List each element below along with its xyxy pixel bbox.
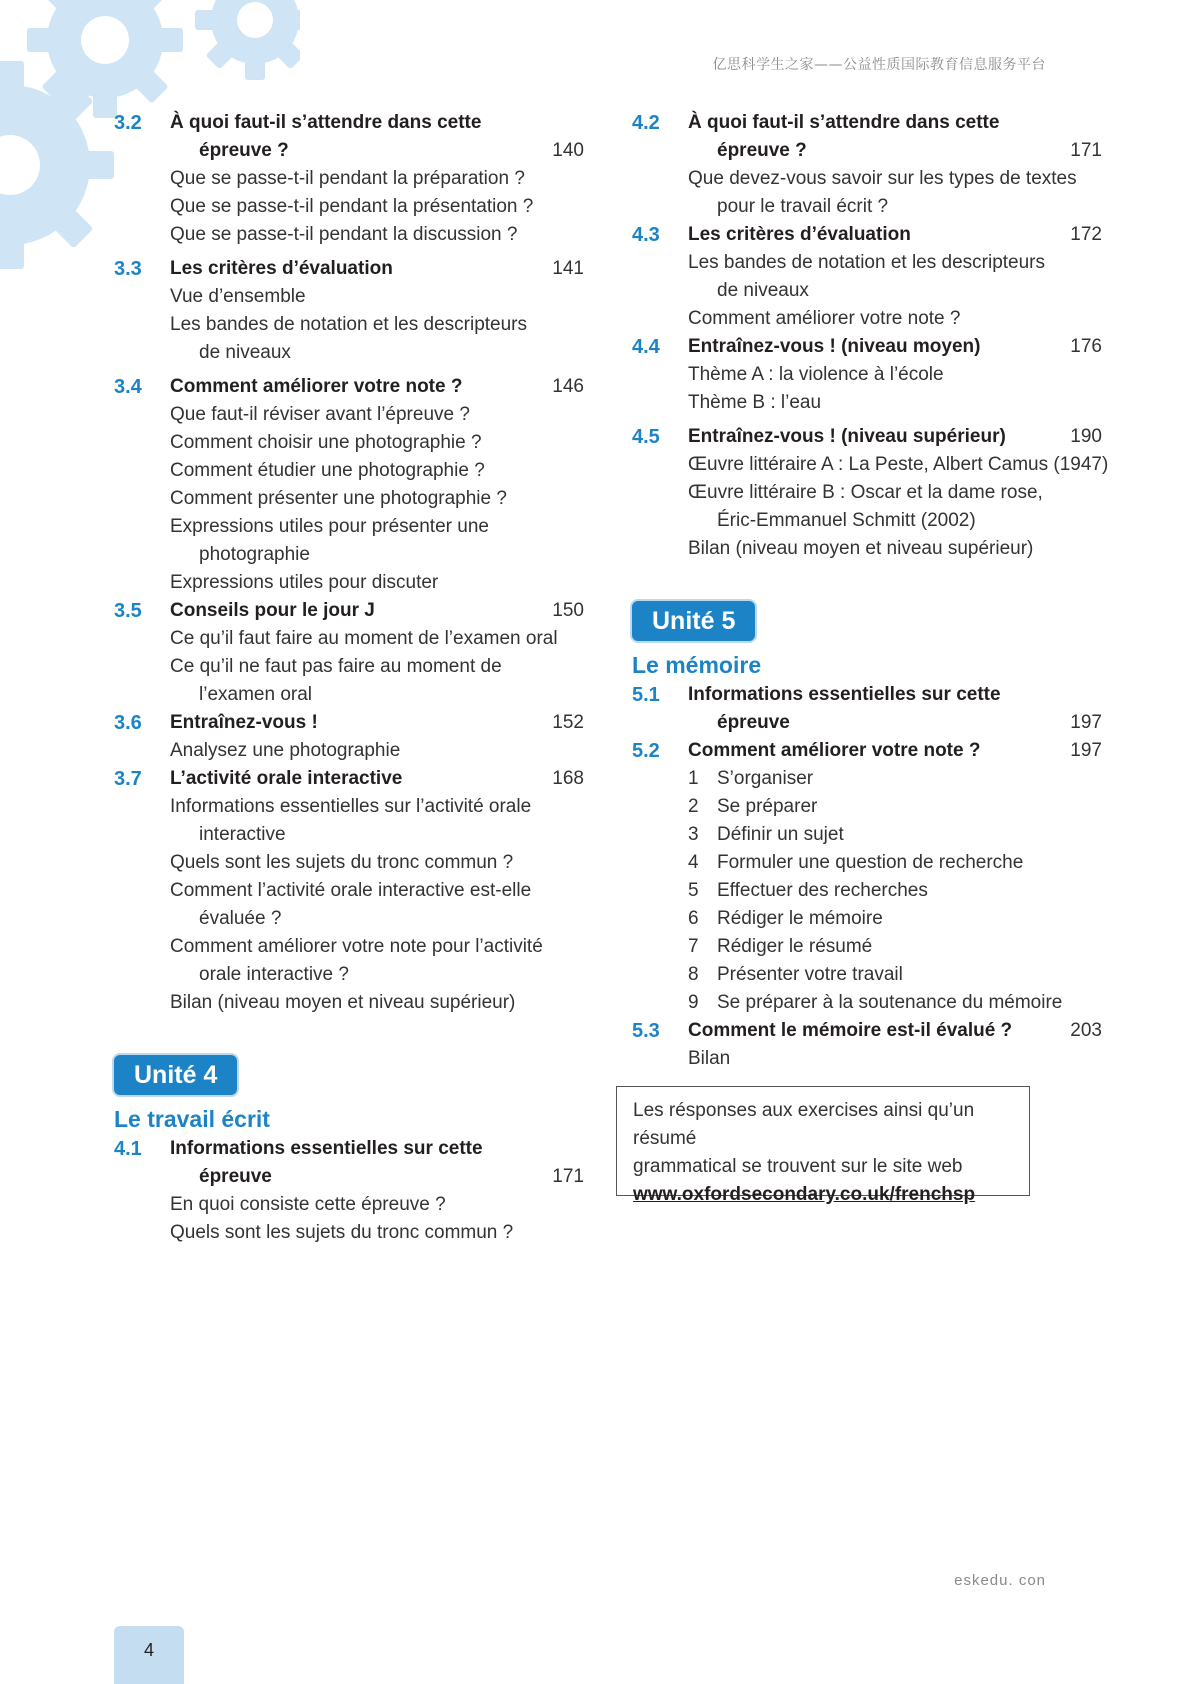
toc-subitem[interactable] xyxy=(114,625,584,653)
page-reference: 190 xyxy=(1070,426,1102,447)
unit-badge-wrap xyxy=(114,1053,584,1095)
section-title: À quoi faut-il s’attendre dans cette xyxy=(170,112,482,133)
item-text: Rédiger le mémoire xyxy=(717,908,883,929)
section-title: Les critères d’évaluation xyxy=(170,258,393,279)
subitem-text: orale interactive ? xyxy=(199,964,349,985)
numbered-item xyxy=(688,905,883,933)
toc-subitem[interactable] xyxy=(632,507,1102,535)
subitem-text: Bilan (niveau moyen et niveau supérieur) xyxy=(170,992,516,1013)
toc-entry xyxy=(114,255,584,367)
toc-numbered-item[interactable] xyxy=(632,849,1102,877)
toc-subitem[interactable] xyxy=(114,485,584,513)
subitem-text: Les bandes de notation et les descripteurs xyxy=(170,314,528,335)
page-number-tab xyxy=(114,1626,184,1684)
toc-entry xyxy=(114,373,584,597)
item-text: Se préparer xyxy=(717,796,818,817)
numbered-item xyxy=(688,989,1062,1017)
toc-entry-heading[interactable] xyxy=(632,423,1102,451)
subitem-text: Que se passe-t-il pendant la présentation ? xyxy=(170,196,534,217)
toc-subitem[interactable] xyxy=(632,389,1102,417)
toc-entry-heading[interactable] xyxy=(114,709,584,737)
toc-entry-heading[interactable] xyxy=(632,221,1102,249)
page-reference: 171 xyxy=(552,1166,584,1187)
unit-spacer xyxy=(114,1017,584,1053)
subitem-text: photographie xyxy=(199,544,310,565)
toc-subitem[interactable] xyxy=(632,193,1102,221)
unit-badge: Unité 5 xyxy=(632,601,755,641)
toc-entry-heading-cont[interactable] xyxy=(632,709,1102,737)
unit-spacer xyxy=(632,563,1102,599)
section-title: épreuve xyxy=(717,712,790,733)
subitem-text: Thème B : l’eau xyxy=(688,392,822,413)
item-number: 2 xyxy=(688,796,699,817)
toc-left-column xyxy=(114,109,584,1247)
page-number: 4 xyxy=(143,1640,154,1660)
section-title: À quoi faut-il s’attendre dans cette xyxy=(688,112,1000,133)
toc-subitem[interactable] xyxy=(632,479,1102,507)
section-number: 3.3 xyxy=(114,258,142,280)
section-title: Conseils pour le jour J xyxy=(170,600,375,621)
toc-entry-heading[interactable] xyxy=(632,109,1102,137)
toc-subitem[interactable] xyxy=(632,305,1102,333)
toc-numbered-item[interactable] xyxy=(632,933,1102,961)
subitem-text: Que se passe-t-il pendant la discussion ? xyxy=(170,224,518,245)
item-text: Définir un sujet xyxy=(717,824,844,845)
toc-entry xyxy=(632,423,1109,563)
section-title: épreuve xyxy=(199,1166,272,1187)
section-title: Comment améliorer votre note ? xyxy=(170,376,463,397)
toc-entry-heading[interactable] xyxy=(632,1017,1102,1045)
subitem-text: de niveaux xyxy=(717,280,809,301)
section-title: Entraînez-vous ! xyxy=(170,712,318,733)
toc-entry xyxy=(632,1017,1102,1073)
toc-subitem[interactable] xyxy=(114,681,584,709)
toc-subitem[interactable] xyxy=(632,361,1102,389)
page-reference: 197 xyxy=(1070,740,1102,761)
toc-subitem[interactable] xyxy=(114,221,584,249)
item-number: 3 xyxy=(688,824,699,845)
toc-entry xyxy=(632,333,1102,417)
toc-subitem[interactable] xyxy=(114,653,584,681)
toc-subitem[interactable] xyxy=(114,989,584,1017)
section-title: Comment le mémoire est-il évalué ? xyxy=(688,1020,1013,1041)
toc-entry-heading[interactable] xyxy=(114,255,584,283)
page-reference: 140 xyxy=(552,140,584,161)
subitem-text: Ce qu’il ne faut pas faire au moment de xyxy=(170,656,502,677)
toc-subitem[interactable] xyxy=(632,165,1102,193)
toc-subitem[interactable] xyxy=(114,569,584,597)
page-reference: 141 xyxy=(552,258,584,279)
toc-subitem[interactable] xyxy=(114,905,584,933)
toc-numbered-item[interactable] xyxy=(632,877,1102,905)
toc-entry-heading-cont[interactable] xyxy=(114,137,584,165)
toc-entry xyxy=(114,1135,584,1247)
toc-numbered-item[interactable] xyxy=(632,961,1102,989)
section-number: 5.1 xyxy=(632,684,660,706)
toc-subitem[interactable] xyxy=(114,793,584,821)
numbered-item xyxy=(688,793,817,821)
page-reference: 171 xyxy=(1070,140,1102,161)
toc-entry xyxy=(114,109,584,249)
section-number: 4.5 xyxy=(632,426,660,448)
numbered-item xyxy=(688,933,872,961)
page-reference: 172 xyxy=(1070,224,1102,245)
subitem-text: Ce qu’il faut faire au moment de l’examen oral xyxy=(170,628,558,649)
toc-entry xyxy=(632,737,1102,1017)
section-number: 4.1 xyxy=(114,1138,142,1160)
section-title: épreuve ? xyxy=(199,140,289,161)
toc-entry xyxy=(632,221,1102,333)
note-line-2: grammatical se trouvent sur le site web xyxy=(633,1156,963,1177)
subitem-text: Que se passe-t-il pendant la préparation ? xyxy=(170,168,525,189)
subitem-text: Comment améliorer votre note ? xyxy=(688,308,961,329)
toc-entry-heading[interactable] xyxy=(632,681,1102,709)
unit-badge: Unité 4 xyxy=(114,1055,237,1095)
toc-subitem[interactable] xyxy=(632,249,1102,277)
page-reference: 203 xyxy=(1070,1020,1102,1041)
item-number: 4 xyxy=(688,852,699,873)
toc-right-column xyxy=(632,109,1109,1073)
toc-subitem[interactable] xyxy=(114,311,584,339)
subitem-text: Que devez-vous savoir sur les types de textes xyxy=(688,168,1077,189)
toc-subitem[interactable] xyxy=(114,513,584,541)
section-number: 3.2 xyxy=(114,112,142,134)
toc-subitem[interactable] xyxy=(632,277,1102,305)
subitem-text: Comment choisir une photographie ? xyxy=(170,432,482,453)
toc-subitem[interactable] xyxy=(114,429,584,457)
numbered-item xyxy=(688,849,1023,877)
section-number: 5.3 xyxy=(632,1020,660,1042)
toc-entry-heading-cont[interactable] xyxy=(114,1163,584,1191)
unit-title: Le travail écrit xyxy=(114,1106,270,1132)
toc-subitem[interactable] xyxy=(114,457,584,485)
toc-entry-heading[interactable] xyxy=(114,597,584,625)
toc-subitem[interactable] xyxy=(114,849,584,877)
item-number: 7 xyxy=(688,936,699,957)
subitem-text: Analysez une photographie xyxy=(170,740,401,761)
toc-entry-heading[interactable] xyxy=(632,333,1102,361)
page-reference: 168 xyxy=(552,768,584,789)
subitem-text: Comment étudier une photographie ? xyxy=(170,460,485,481)
toc-numbered-item[interactable] xyxy=(632,793,1102,821)
subitem-text: Comment améliorer votre note pour l’activité xyxy=(170,936,543,957)
toc-subitem[interactable] xyxy=(632,1045,1102,1073)
section-number: 3.7 xyxy=(114,768,142,790)
subitem-text: Quels sont les sujets du tronc commun ? xyxy=(170,852,514,873)
toc-entry-heading[interactable] xyxy=(632,737,1102,765)
subitem-text: En quoi consiste cette épreuve ? xyxy=(170,1194,446,1215)
subitem-text: Bilan xyxy=(688,1048,731,1069)
answers-note-box xyxy=(616,1086,1030,1205)
page-reference: 152 xyxy=(552,712,584,733)
item-text: Se préparer à la soutenance du mémoire xyxy=(717,992,1063,1013)
item-text: Effectuer des recherches xyxy=(717,880,928,901)
section-title: Entraînez-vous ! (niveau supérieur) xyxy=(688,426,1006,447)
toc-numbered-item[interactable] xyxy=(632,905,1102,933)
toc-entry-heading[interactable] xyxy=(114,1135,584,1163)
subitem-text: Expressions utiles pour discuter xyxy=(170,572,439,593)
subitem-text: Thème A : la violence à l’école xyxy=(688,364,944,385)
toc-entry-heading-cont[interactable] xyxy=(632,137,1102,165)
numbered-item xyxy=(688,961,903,989)
section-number: 4.2 xyxy=(632,112,660,134)
section-title: Informations essentielles sur cette xyxy=(170,1138,483,1159)
toc-subitem[interactable] xyxy=(632,535,1102,563)
toc-subitem[interactable] xyxy=(114,193,584,221)
section-title: Entraînez-vous ! (niveau moyen) xyxy=(688,336,981,357)
subitem-text: Œuvre littéraire A : La Peste, Albert Camus (1947) xyxy=(688,454,1109,475)
toc-subitem[interactable] xyxy=(114,165,584,193)
toc-subitem[interactable] xyxy=(114,401,584,429)
subitem-text: Expressions utiles pour présenter une xyxy=(170,516,489,537)
toc-subitem[interactable] xyxy=(114,541,584,569)
subitem-text: de niveaux xyxy=(199,342,291,363)
subitem-text: l’examen oral xyxy=(199,684,312,705)
platform-note: 亿思科学生之家——公益性质国际教育信息服务平台 xyxy=(712,57,1046,73)
section-title: L’activité orale interactive xyxy=(170,768,403,789)
toc-entry xyxy=(632,681,1102,737)
toc-entry-heading[interactable] xyxy=(114,765,584,793)
subitem-text: Œuvre littéraire B : Oscar et la dame rose, xyxy=(688,482,1043,503)
section-title: Comment améliorer votre note ? xyxy=(688,740,981,761)
item-text: Présenter votre travail xyxy=(717,964,903,985)
subitem-text: Éric-Emmanuel Schmitt (2002) xyxy=(717,510,976,531)
website-link[interactable]: www.oxfordsecondary.co.uk/frenchsp xyxy=(633,1184,976,1205)
item-text: Formuler une question de recherche xyxy=(717,852,1024,873)
note-line-1: Les résponses aux exercises ainsi qu’un résumé xyxy=(633,1100,975,1149)
section-number: 3.4 xyxy=(114,376,142,398)
page-reference: 150 xyxy=(552,600,584,621)
item-number: 9 xyxy=(688,992,699,1013)
numbered-item xyxy=(688,821,844,849)
item-number: 6 xyxy=(688,908,699,929)
toc-entry xyxy=(114,597,584,709)
subitem-text: Que faut-il réviser avant l’épreuve ? xyxy=(170,404,470,425)
subitem-text: évaluée ? xyxy=(199,908,282,929)
page-reference: 176 xyxy=(1070,336,1102,357)
toc-entry-heading[interactable] xyxy=(114,373,584,401)
toc-subitem[interactable] xyxy=(114,821,584,849)
toc-numbered-item[interactable] xyxy=(632,765,1102,793)
toc-subitem[interactable] xyxy=(114,961,584,989)
unit-title: Le mémoire xyxy=(632,652,762,678)
toc-subitem[interactable] xyxy=(632,451,1109,479)
toc-numbered-item[interactable] xyxy=(632,821,1102,849)
subitem-text: Vue d’ensemble xyxy=(170,286,306,307)
toc-subitem[interactable] xyxy=(114,339,584,367)
section-title: épreuve ? xyxy=(717,140,807,161)
subitem-text: pour le travail écrit ? xyxy=(717,196,889,217)
toc-entry xyxy=(632,109,1102,221)
numbered-item xyxy=(688,765,813,793)
page-reference: 197 xyxy=(1070,712,1102,733)
toc-entry xyxy=(114,765,584,1017)
subitem-text: Quels sont les sujets du tronc commun ? xyxy=(170,1222,514,1243)
subitem-text: Comment présenter une photographie ? xyxy=(170,488,507,509)
subitem-text: Comment l’activité orale interactive est-elle xyxy=(170,880,532,901)
section-number: 5.2 xyxy=(632,740,660,762)
unit-badge-wrap xyxy=(632,599,1102,641)
section-number: 3.6 xyxy=(114,712,142,734)
item-text: Rédiger le résumé xyxy=(717,936,873,957)
toc-entry-heading[interactable] xyxy=(114,109,584,137)
section-title: Les critères d’évaluation xyxy=(688,224,911,245)
item-number: 8 xyxy=(688,964,699,985)
subitem-text: Bilan (niveau moyen et niveau supérieur) xyxy=(688,538,1034,559)
toc-subitem[interactable] xyxy=(114,1191,584,1219)
item-text: S’organiser xyxy=(717,768,814,789)
toc-subitem[interactable] xyxy=(114,933,584,961)
section-number: 3.5 xyxy=(114,600,142,622)
toc-subitem[interactable] xyxy=(114,877,584,905)
toc-numbered-item[interactable] xyxy=(632,989,1102,1017)
section-title: Informations essentielles sur cette xyxy=(688,684,1001,705)
section-number: 4.4 xyxy=(632,336,660,358)
subitem-text: Informations essentielles sur l’activité orale xyxy=(170,796,532,817)
toc-subitem[interactable] xyxy=(114,737,584,765)
numbered-item xyxy=(688,877,928,905)
toc-subitem[interactable] xyxy=(114,1219,584,1247)
item-number: 1 xyxy=(688,768,699,789)
subitem-text: Les bandes de notation et les descripteurs xyxy=(688,252,1046,273)
page-reference: 146 xyxy=(552,376,584,397)
footer-watermark: eskedu. con xyxy=(954,1572,1046,1589)
item-number: 5 xyxy=(688,880,699,901)
subitem-text: interactive xyxy=(199,824,286,845)
toc-subitem[interactable] xyxy=(114,283,584,311)
toc-entry xyxy=(114,709,584,765)
section-number: 4.3 xyxy=(632,224,660,246)
